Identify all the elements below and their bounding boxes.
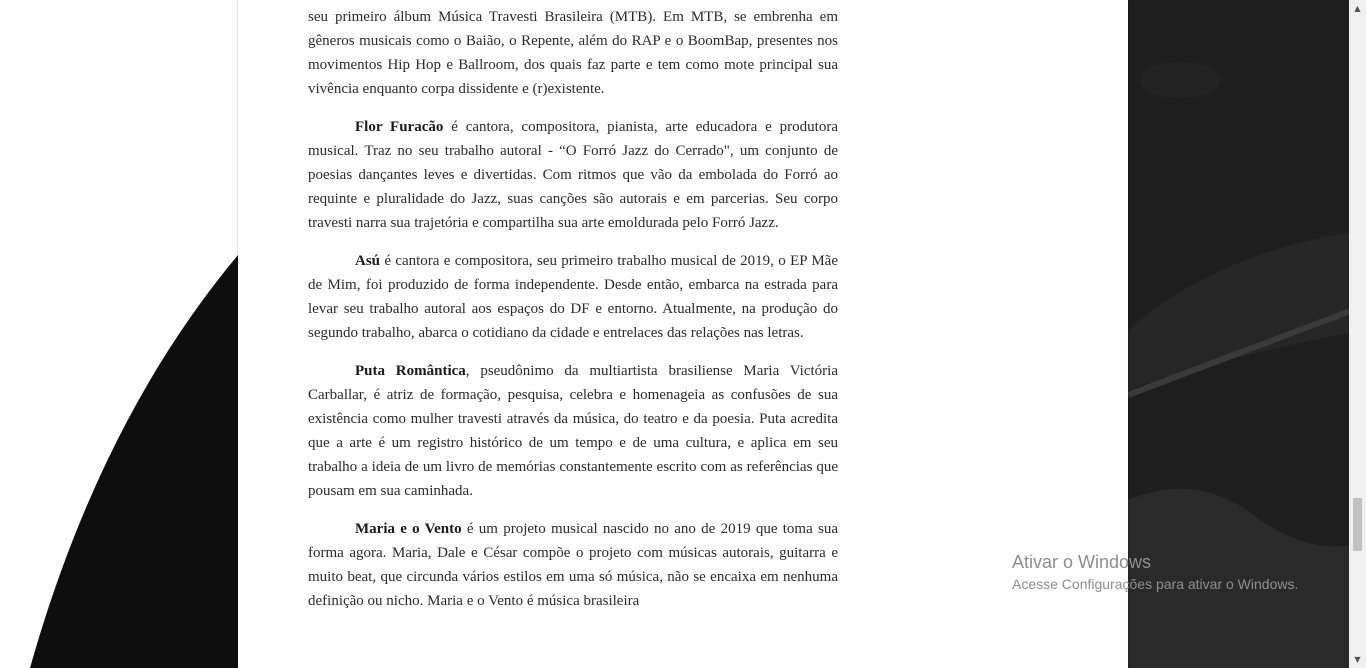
artist-description: é cantora, compositora, pianista, arte educadora e produtora musical. Traz no seu trabalho autoral - “O Forró Jazz do Cerrado", um conjunto de poesias dançantes leves e divertidas. Com ritmos que vão da embolada do Forró ao requinte e pluralidade do Jazz, suas canções são autorais e em parcerias. Seu corpo travesti narra sua trajetória e compartilha sua arte emoldurada pelo Forró Jazz. <box>308 119 838 231</box>
artist-name: Flor Furacão <box>355 119 444 135</box>
vertical-scrollbar[interactable] <box>1349 0 1366 668</box>
intro-paragraph: seu primeiro álbum Música Travesti Brasileira (MTB). Em MTB, se embrenha em gêneros musicais como o Baião, o Repente, além do RAP e o BoomBap, presentes nos movimentos Hip Hop e Ballroom, dos quais faz parte e tem como mote principal sua vivência enquanto corpa dissidente e (r)existente. <box>308 9 838 97</box>
artist-name: Asú <box>355 253 381 269</box>
scroll-down-arrow-icon[interactable]: ▼ <box>1354 655 1361 664</box>
artist-description: , pseudônimo da multiartista brasiliense Maria Victória Carballar, é atriz de formação, pesquisa, celebra e homenageia as confusões de sua existência como mulher travesti através da música, do teatro e da poesia. Puta acredita que a arte é um registro histórico de um tempo e de uma cultura, e aplica em seu trabalho a ideia de um livro de memórias constantemente escrito com as referências que pousam em sua caminhada. <box>308 363 838 499</box>
windows-activation-watermark <box>1012 550 1298 594</box>
artist-name: Puta Romântica <box>355 363 466 379</box>
watermark-subtitle: Acesse Configurações para ativar o Windows. <box>1012 576 1299 592</box>
artist-paragraph-puta-romantica <box>308 359 838 503</box>
article-page <box>238 0 1128 668</box>
artist-paragraph-asu <box>308 249 838 345</box>
scroll-up-arrow-icon[interactable]: ▲ <box>1354 4 1361 13</box>
artist-description: é um projeto musical nascido no ano de 2019 que toma sua forma agora. Maria, Dale e César compõe o projeto com músicas autorais, guitarra e muito beat, que circunda vários estilos em uma só música, não se encaixa em nenhuma definição ou nicho. Maria e o Vento é música brasileira <box>308 521 838 609</box>
artist-description: é cantora e compositora, seu primeiro trabalho musical de 2019, o EP Mãe de Mim, foi produzido de forma independente. Desde então, embarca na estrada para levar seu trabalho autoral aos espaços do DF e entorno. Atualmente, na produção do segundo trabalho, abarca o cotidiano da cidade e entrelaces das relações nas letras. <box>308 253 838 341</box>
watermark-title: Ativar o Windows <box>1012 552 1152 572</box>
artist-name: Maria e o Vento <box>355 521 462 537</box>
artist-paragraph-maria-e-o-vento <box>308 517 838 613</box>
artist-paragraph-flor-furacao <box>308 115 838 235</box>
scrollbar-thumb[interactable] <box>1353 498 1362 551</box>
article-content <box>308 5 838 627</box>
